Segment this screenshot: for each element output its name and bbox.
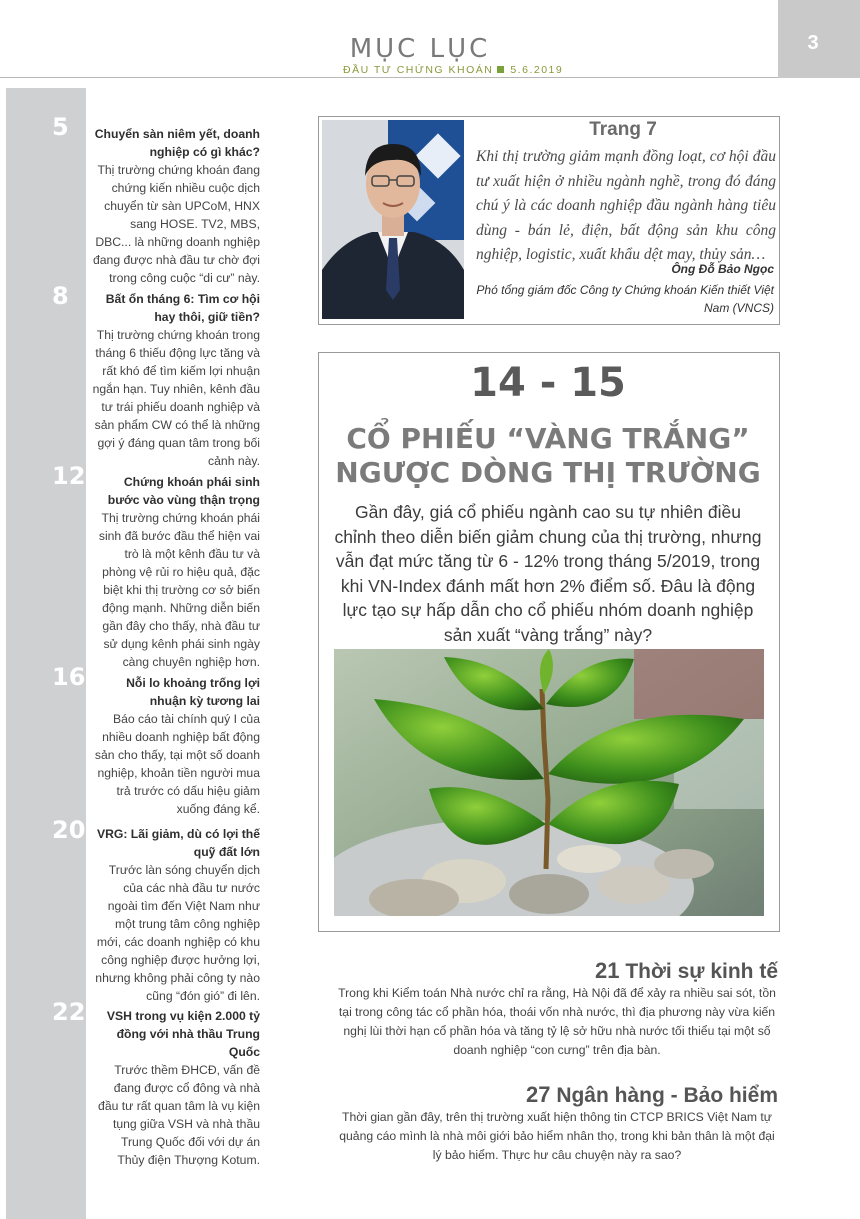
square-bullet-icon	[497, 66, 504, 73]
feature-lead: Gần đây, giá cổ phiếu ngành cao su tự nhiên điều chỉnh theo diễn biến giảm chung của thị trường, nhưng vẫn đạt mức tăng từ 6 - 12% trong tháng 5/2019, trong khi VN-Index đánh mất hơn 2% điểm số. Đâu là động lực tạo sự hấp dẫn cho cổ phiếu nhóm doanh nghiệp sản xuất “vàng trắng” này?	[334, 502, 762, 645]
toc-entry-title: Chứng khoán phái sinh bước vào vùng thận trọng	[107, 475, 260, 507]
toc-page-number: 20	[52, 816, 86, 844]
toc-entry-title: VRG: Lãi giảm, dù có lợi thế quỹ đất lớn	[96, 827, 260, 859]
toc-entry-title: Bất ổn tháng 6: Tìm cơ hội hay thôi, giữ tiền?	[105, 292, 260, 324]
article-heading[interactable]	[595, 958, 778, 984]
toc-entry[interactable]	[92, 473, 260, 671]
toc-entry-summary: Thị trường chứng khoán trong tháng 6 thiếu động lực tăng và rất khó để tìm kiếm lợi nhuận ngắn hạn. Tuy nhiên, kênh đầu tư trái phiếu doanh nghiệp và sản phẩm CW có thể là những gợi ý đáng quan tâm trong bối cảnh này.	[92, 328, 260, 468]
article-title: Thời sự kinh tế	[625, 960, 778, 983]
feature-title-line1: CỔ PHIẾU “VÀNG TRẮNG”	[346, 422, 750, 455]
issue-date: 5.6.2019	[510, 64, 564, 76]
toc-entry[interactable]	[92, 125, 260, 287]
toc-entry-title: Chuyển sàn niêm yết, doanh nghiệp có gì khác?	[94, 127, 260, 159]
toc-entry-title: Nỗi lo khoảng trống lợi nhuận kỳ tương lai	[126, 676, 260, 708]
left-sidebar-band	[6, 88, 86, 1219]
portrait-photo	[322, 120, 464, 319]
article-summary: Thời gian gần đây, trên thị trường xuất hiện thông tin CTCP BRICS Việt Nam tự quảng cáo mình là nhà môi giới bảo hiểm nhân thọ, trong khi bản thân là một đại lý bảo hiểm. Thực hư câu chuyện này ra sao?	[339, 1110, 775, 1162]
article-heading[interactable]	[526, 1082, 778, 1108]
portrait-illustration	[322, 120, 464, 319]
toc-entry-summary: Trước làn sóng chuyển dịch của các nhà đầu tư nước ngoài tìm đến Việt Nam như một trung tâm công nghiệp mới, các doanh nghiệp có khu công nghiệp được hưởng lợi, nhưng không phải công ty nào cũng “đón gió” đi lên.	[95, 863, 260, 1003]
toc-page-number: 16	[52, 663, 86, 691]
toc-page-number: 12	[52, 462, 86, 490]
toc-page-number: 8	[52, 282, 69, 310]
magazine-title: ĐẦU TƯ CHỨNG KHOÁN	[343, 64, 494, 76]
quote-author-name: Ông Đỗ Bảo Ngọc	[671, 262, 774, 276]
page-number: 3	[807, 32, 819, 54]
plant-coins-photo	[334, 649, 764, 916]
toc-entry[interactable]	[92, 1007, 260, 1169]
toc-entry-summary: Trước thềm ĐHCĐ, vấn đề đang được cổ đông và nhà đầu tư rất quan tâm là vụ kiện tụng giữa VSH và nhà thầu Trung Quốc đối với dự án Thủy điện Thượng Kotum.	[98, 1063, 260, 1167]
toc-entry-summary: Thị trường chứng khoán đang chứng kiến nhiều cuộc dịch chuyển từ sàn UPCoM, HNX sang HOSE. TV2, MBS, DBC... là những doanh nghiệp đang được nhà đầu tư chờ đợi trong công cuộc “di cư” này.	[92, 163, 260, 285]
toc-entry[interactable]	[92, 825, 260, 1005]
article-title: Ngân hàng - Bảo hiểm	[556, 1084, 778, 1107]
quote-text: Khi thị trường giảm mạnh đồng loạt, cơ hội đầu tư xuất hiện ở nhiều ngành nghề, trong đó đáng chú ý là các doanh nghiệp đầu ngành hàng tiêu dùng - bán lẻ, điện, bất động sản khu công nghiệp, logistic, xuất khẩu dệt may, thủy sản…	[476, 148, 776, 263]
magazine-name	[343, 64, 573, 76]
toc-entry-summary: Báo cáo tài chính quý I của nhiều doanh nghiệp bất động sản cho thấy, tại một số doanh nghiệp, khoản tiền người mua trả trước có dấu hiệu giảm xuống đáng kể.	[94, 712, 260, 816]
section-title: MỤC LỤC	[349, 34, 491, 64]
toc-page-number: 22	[52, 998, 86, 1026]
article-summary: Trong khi Kiểm toán Nhà nước chỉ ra rằng, Hà Nội đã để xảy ra nhiều sai sót, tồn tại trong công tác cổ phần hóa, thoái vốn nhà nước, thì địa phương này vừa kiến nghị lùi thời hạn cổ phần hóa và tăng tỷ lệ sở hữu nhà nước tối thiểu tại một số doanh nghiệp “con cưng” trên địa bàn.	[338, 986, 776, 1057]
toc-page-number: 5	[52, 113, 69, 141]
toc-entry[interactable]	[92, 674, 260, 818]
plant-coins-illustration	[334, 649, 764, 916]
article-page-number: 21	[595, 958, 620, 983]
article-page-number: 27	[525, 1082, 551, 1107]
feature-page-range[interactable]: 14 - 15	[470, 360, 626, 406]
quote-author-role: Phó tổng giám đốc Công ty Chứng khoán Kiến thiết Việt Nam (VNCS)	[476, 283, 774, 315]
header-divider	[0, 77, 778, 78]
toc-entry[interactable]	[92, 290, 260, 470]
feature-title-line2: NGƯỢC DÒNG THỊ TRƯỜNG	[335, 456, 761, 489]
toc-entry-summary: Thị trường chứng khoán phái sinh đã bước đầu thể hiện vai trò là một kênh đầu tư và phòng vệ rủi ro hiệu quả, đặc biệt khi thị trường cơ sở biến động mạnh. Những diễn biến gần đây cho thấy, nhà đầu tư sử dụng kênh phái sinh ngày càng chuyên nghiệp hơn.	[98, 511, 260, 669]
toc-entry-title: VSH trong vụ kiện 2.000 tỷ đồng với nhà thầu Trung Quốc	[106, 1009, 260, 1059]
quote-page-ref[interactable]: Trang 7	[589, 119, 657, 140]
